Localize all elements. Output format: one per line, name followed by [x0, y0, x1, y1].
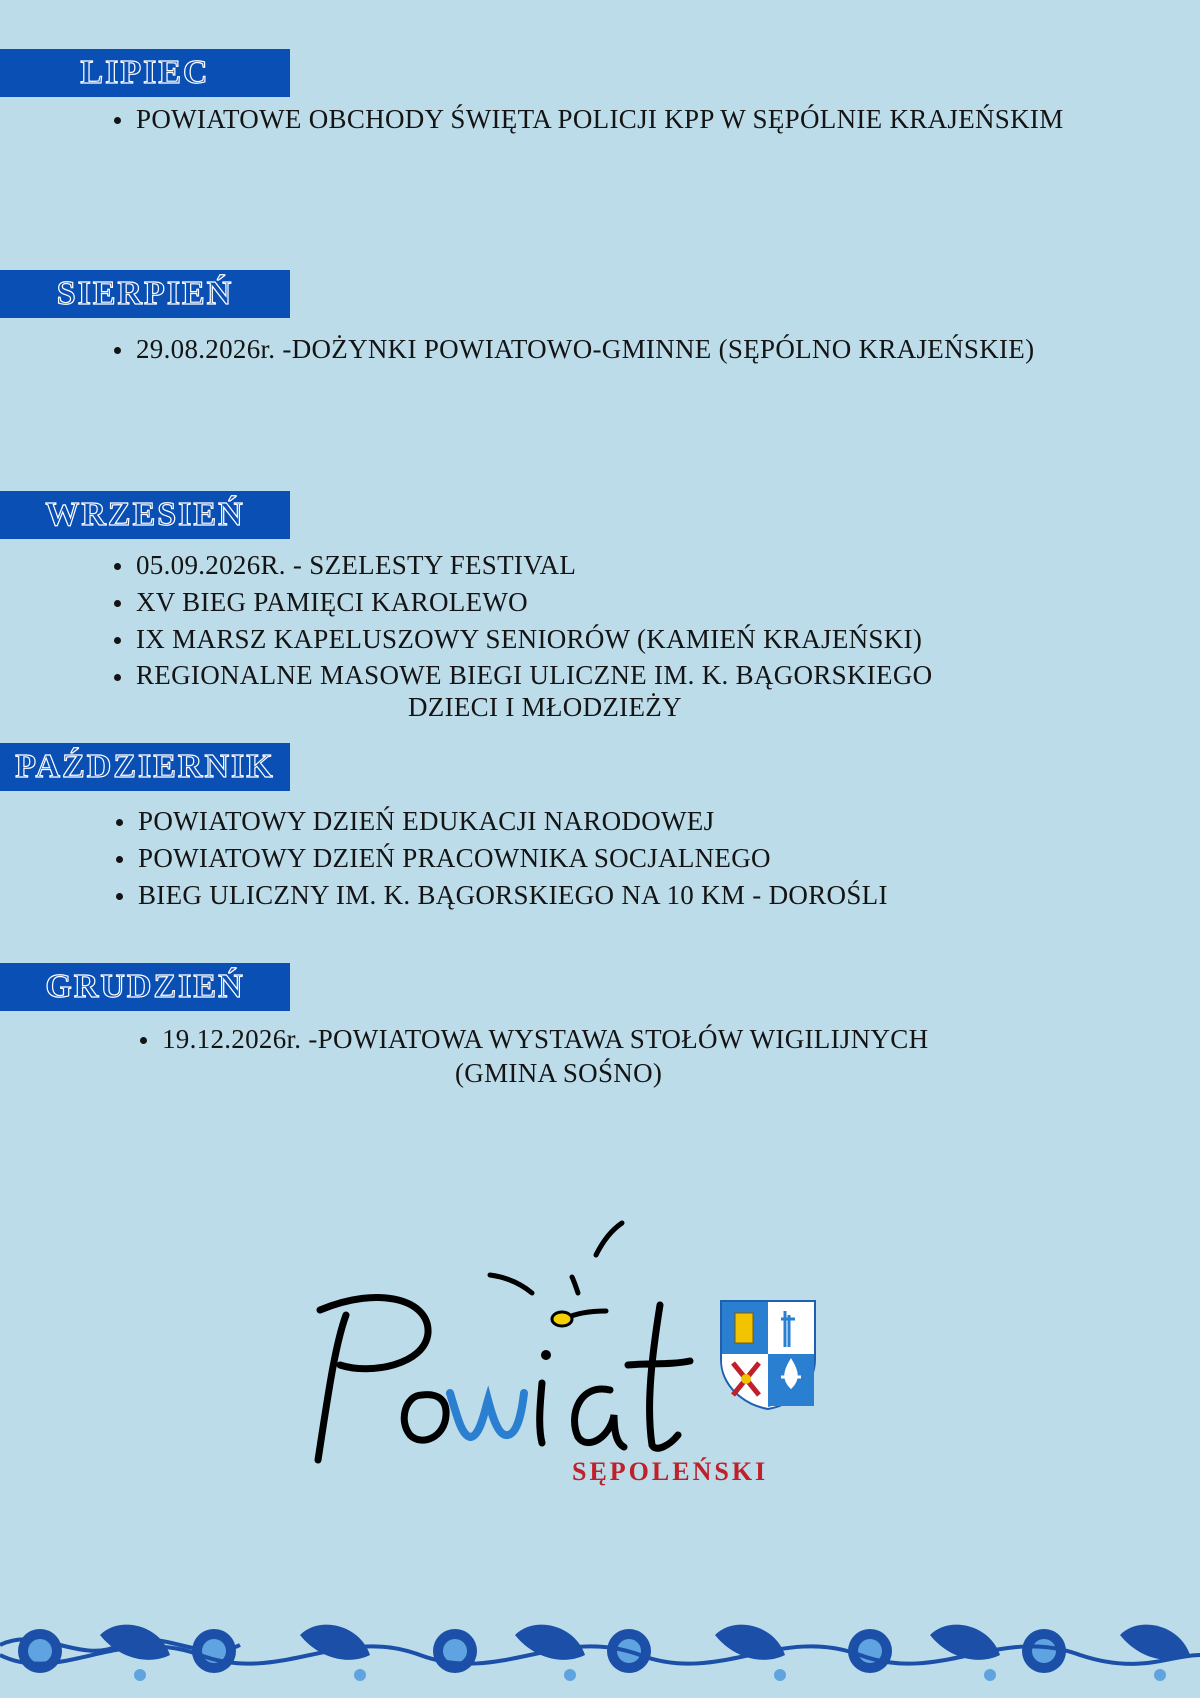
event-item: POWIATOWY DZIEŃ PRACOWNIKA SOCJALNEGO — [114, 840, 888, 877]
event-list-wrzesien — [112, 547, 932, 692]
logo-subtitle: SĘPOLEŃSKI — [572, 1457, 769, 1486]
month-label-pazdziernik: PAŹDZIERNIK — [0, 743, 290, 791]
event-list-sierpien — [112, 331, 1034, 368]
month-label-grudzien: GRUDZIEŃ — [0, 963, 290, 1011]
event-item: XV BIEG PAMIĘCI KAROLEWO — [112, 584, 932, 621]
event-continuation: DZIECI I MŁODZIEŻY — [408, 692, 682, 722]
event-item: POWIATOWE OBCHODY ŚWIĘTA POLICJI KPP W SĘPÓLNIE KRAJEŃSKIM — [112, 101, 1064, 138]
month-label-wrzesien: WRZESIEŃ — [0, 491, 290, 539]
event-item: 29.08.2026r. -DOŻYNKI POWIATOWO-GMINNE (SĘPÓLNO KRAJEŃSKIE) — [112, 331, 1034, 368]
event-item: 05.09.2026R. - SZELESTY FESTIVAL — [112, 547, 932, 584]
event-item: IX MARSZ KAPELUSZOWY SENIORÓW (KAMIEŃ KRAJEŃSKI) — [112, 621, 932, 658]
coat-of-arms-icon — [719, 1299, 817, 1411]
event-list-grudzien — [138, 1021, 928, 1058]
event-item-text: REGIONALNE MASOWE BIEGI ULICZNE IM. K. BĄGORSKIEGO — [136, 660, 933, 690]
event-item: BIEG ULICZNY IM. K. BĄGORSKIEGO NA 10 KM - DOROŚLI — [114, 877, 888, 914]
event-list-pazdziernik — [114, 803, 888, 914]
event-continuation: (GMINA SOŚNO) — [455, 1058, 663, 1088]
event-item: 19.12.2026r. -POWIATOWA WYSTAWA STOŁÓW WIGILIJNYCH — [138, 1021, 928, 1058]
event-item — [112, 658, 932, 692]
month-label-lipiec: LIPIEC — [0, 49, 290, 97]
event-item: POWIATOWY DZIEŃ EDUKACJI NARODOWEJ — [114, 803, 888, 840]
folk-flower-border — [0, 1615, 1200, 1698]
month-label-sierpien: SIERPIEŃ — [0, 270, 290, 318]
event-list-lipiec — [112, 101, 1064, 138]
